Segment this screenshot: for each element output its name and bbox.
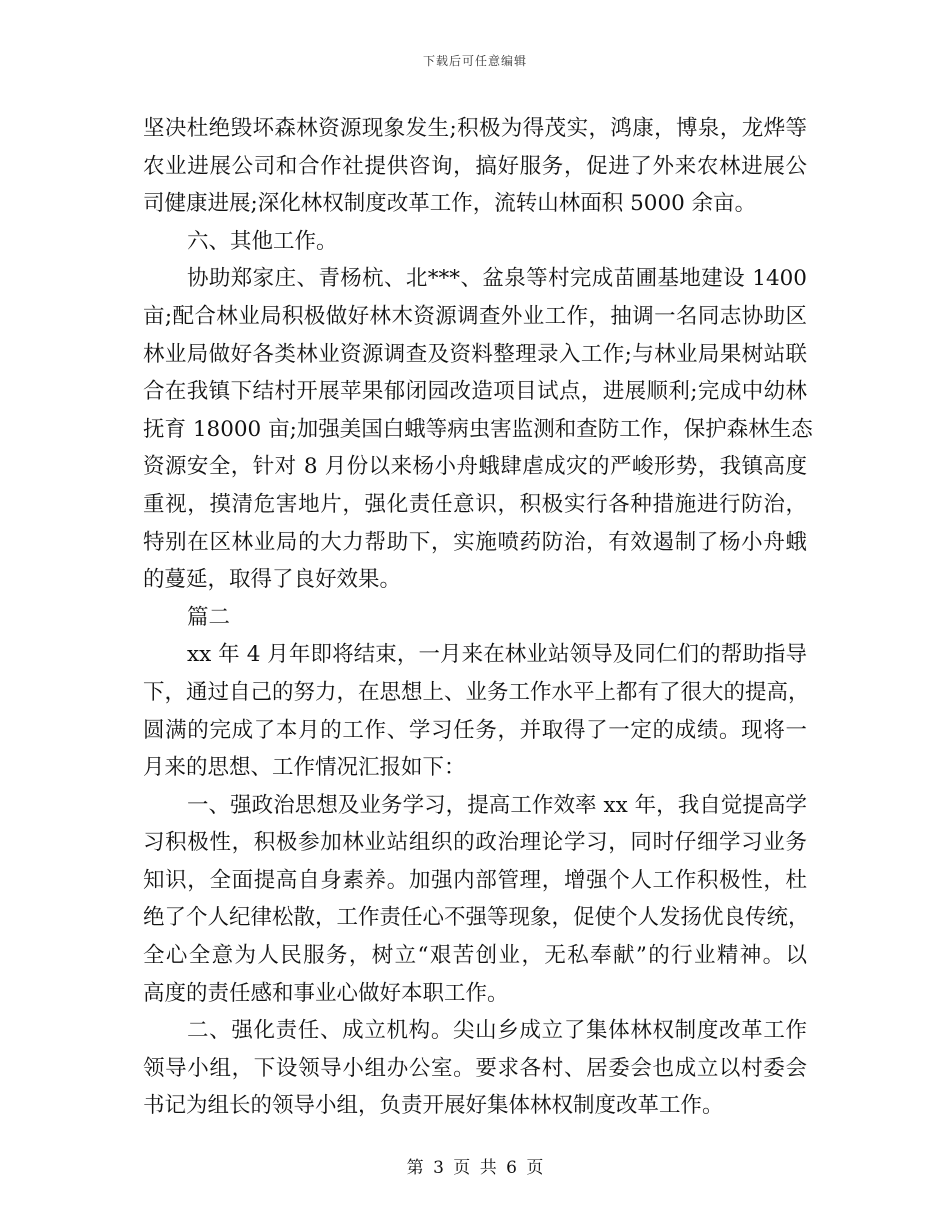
text-line: 农业进展公司和合作社提供咨询，搞好服务，促进了外来农林进展公 [143, 153, 807, 179]
document-body [143, 110, 813, 1125]
text-line: 一、强政治思想及业务学习，提高工作效率 xx 年，我自觉提高学 [187, 792, 807, 818]
text-line: 协助郑家庄、青杨杭、北***、盆泉等村完成苗圃基地建设 1400 [187, 266, 807, 292]
text-line: 月来的思想、工作情况汇报如下： [143, 755, 466, 781]
text-line: 绝了个人纪律松散，工作责任心不强等现象，促使个人发扬优良传统， [143, 905, 810, 931]
text-line: 习积极性，积极参加林业站组织的政治理论学习，同时仔细学习业务 [143, 830, 807, 856]
text-line: 六、其他工作。 [187, 228, 338, 254]
text-line: 特别在区林业局的大力帮助下，实施喷药防治，有效遏制了杨小舟蛾 [143, 529, 807, 555]
text-line: 下，通过自己的努力，在思想上、业务工作水平上都有了很大的提高， [143, 679, 810, 705]
text-line: 坚决杜绝毁坏森林资源现象发生;积极为得茂实，鸿康，博泉，龙烨等 [143, 116, 807, 141]
text-line: 重视，摸清危害地片，强化责任意识，积极实行各种措施进行防治， [143, 491, 807, 517]
text-line: 知识，全面提高自身素养。加强内部管理，增强个人工作积极性，杜 [143, 867, 807, 893]
text-line: 高度的责任感和事业心做好本职工作。 [143, 980, 509, 1006]
text-line: xx 年 4 月年即将结束，一月来在林业站领导及同仁们的帮助指导 [187, 642, 807, 668]
page-footer: 第 3 页 共 6 页 [406, 1158, 544, 1178]
text-line: 亩;配合林业局积极做好林木资源调查外业工作，抽调一名同志协助区 [143, 303, 807, 329]
text-line: 林业局做好各类林业资源调查及资料整理录入工作;与林业局果树站联 [143, 341, 807, 367]
text-line: 全心全意为人民服务，树立“艰苦创业，无私奉献”的行业精神。以 [143, 943, 807, 969]
text-line: 二、强化责任、成立机构。尖山乡成立了集体林权制度改革工作 [187, 1018, 807, 1044]
page-header: 下载后可任意编辑 [422, 54, 527, 68]
text-line: 篇二 [187, 604, 231, 630]
text-line: 合在我镇下结村开展苹果郁闭园改造项目试点，进展顺利;完成中幼林 [143, 379, 807, 405]
text-line: 圆满的完成了本月的工作、学习任务，并取得了一定的成绩。现将一 [143, 717, 807, 743]
text-line: 司健康进展;深化林权制度改革工作，流转山林面积 5000 余亩。 [143, 191, 757, 217]
text-line: 抚育 18000 亩;加强美国白蛾等病虫害监测和查防工作，保护森林生态 [143, 416, 813, 442]
text-line: 书记为组长的领导小组，负责开展好集体林权制度改革工作。 [143, 1093, 724, 1119]
text-line: 领导小组，下设领导小组办公室。要求各村、居委会也成立以村委会 [143, 1055, 807, 1081]
text-line: 资源安全，针对 8 月份以来杨小舟蛾肆虐成灾的严峻形势，我镇高度 [143, 454, 807, 480]
text-line: 的蔓延，取得了良好效果。 [143, 567, 402, 593]
